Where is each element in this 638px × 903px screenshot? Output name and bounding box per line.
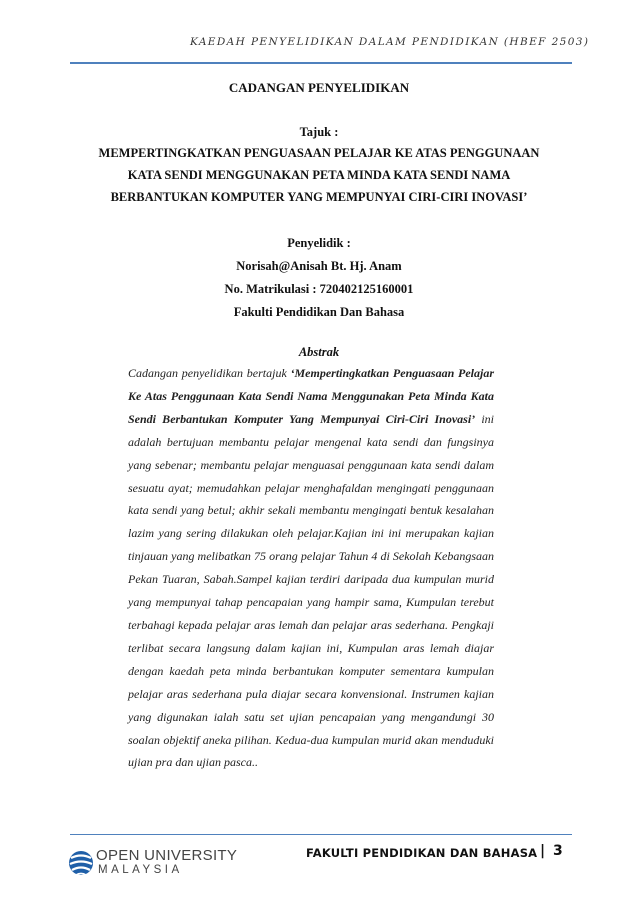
- document-title: CADANGAN PENYELIDIKAN: [228, 80, 410, 95]
- researcher-name: Norisah@Anisah Bt. Hj. Anam: [236, 259, 402, 273]
- abstract-body: ini adalah bertujuan membantu pelajar mengenal kata sendi dan fungsinya yang sebenar; membantu pelajar menguasai penggunaan kata sendi dalam sesuatu ayat; memudahkan pelajar menghafaldan mengingati penggunaan kata sendi yang betul; akhir sekali membantu mengingati bentuk kesalahan lazim yang sering dilakukan oleh pelajar.Kajian ini ini merupakan kajian tinjauan yang melibatkan 75 orang pelajar Tahun 4 di Sekolah Kebangsaan Pekan Tuaran, Sabah.Sampel kajian terdiri daripada dua kumpulan murid yang mempunyai tahap pencapaian yang hampir sama, Kumpulan terebut terbahagi kepada pelajar aras lemah dan pelajar aras sederhana. Pengkaji terlibat secara langsung dalam kajian ini, Kumpulan aras lemah diajar dengan kaedah peta minda berbantukan komputer sementara kumpulan pelajar aras sederhana pula diajar secara konvensional. Instrumen kajian yang digunakan ialah satu set ujian pencapaian yang mengandungi 30 soalan objektif aneka pilihan. Kedua-dua kumpulan murid akan menduduki ujian pra dan ujian pasca..: [128, 411, 495, 770]
- abstract-intro: Cadangan penyelidikan bertajuk: [128, 366, 291, 380]
- researcher-label: Penyelidik :: [287, 236, 351, 250]
- tajuk-label: Tajuk :: [299, 125, 339, 139]
- abstract-title-bold: ‘Mempertingkatkan Penguasaan Pelajar Ke Atas Penggunaan Kata Sendi Nama Menggunakan Peta Minda Kata Sendi Berbantukan Komputer Yang Mempunyai Ciri-Ciri Inovasi’: [128, 366, 494, 426]
- globe-icon: [68, 846, 94, 880]
- tajuk-line-2: KATA SENDI MENGGUNAKAN PETA MINDA KATA SENDI NAMA: [127, 168, 511, 182]
- tajuk-line-1: MEMPERTINGKATKAN PENGUASAAN PELAJAR KE ATAS PENGGUNAAN: [98, 146, 540, 160]
- logo-line-2: MALAYSIA: [98, 864, 183, 876]
- researcher-faculty: Fakulti Pendidikan Dan Bahasa: [233, 305, 405, 319]
- abstract-paragraph: [128, 362, 494, 774]
- open-university-logo: [68, 845, 248, 881]
- footer-separator: |: [540, 843, 546, 859]
- running-header: KAEDAH PENYELIDIKAN DALAM PENDIDIKAN (HBEF 2503): [190, 36, 590, 48]
- researcher-matric: No. Matrikulasi : 720402125160001: [224, 282, 414, 296]
- footer-rule: [70, 834, 572, 835]
- footer-faculty: FAKULTI PENDIDIKAN DAN BAHASA: [306, 846, 538, 860]
- header-rule: [70, 62, 572, 64]
- logo-line-1: OPEN UNIVERSITY: [96, 847, 238, 864]
- abstract-heading: Abstrak: [298, 345, 340, 359]
- tajuk-line-3: BERBANTUKAN KOMPUTER YANG MEMPUNYAI CIRI-CIRI INOVASI’: [110, 190, 528, 204]
- page-number: 3: [553, 843, 563, 859]
